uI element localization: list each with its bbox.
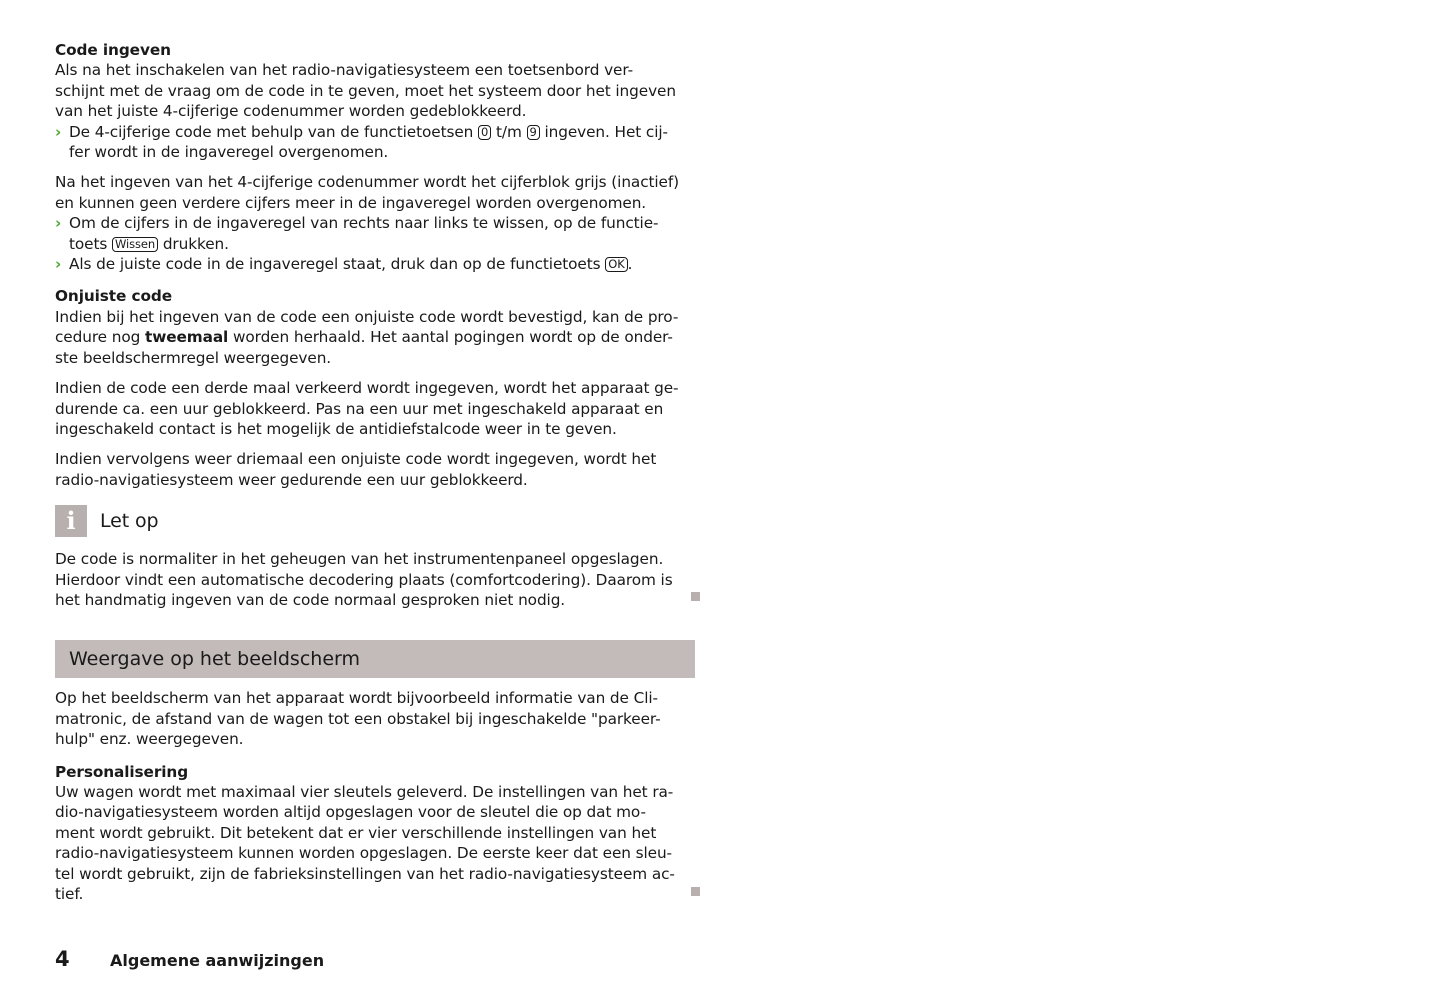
info-icon: i bbox=[55, 505, 87, 537]
para-line: radio-navigatiesysteem kunnen worden opgeslagen. De eerste keer dat een sleu- bbox=[55, 844, 672, 863]
para-line: tief. bbox=[55, 885, 84, 903]
step-delete-digits bbox=[55, 213, 695, 254]
step-confirm bbox=[55, 254, 695, 274]
para-line: cedure nog bbox=[55, 328, 145, 347]
wrong-code-heading: Onjuiste code bbox=[55, 287, 172, 306]
display-intro bbox=[55, 688, 695, 749]
personal-text bbox=[55, 782, 695, 904]
step-text: drukken. bbox=[158, 234, 229, 253]
step-text: ingeven. Het cij- bbox=[539, 122, 668, 141]
para-line: het handmatig ingeven van de code normaal gesproken niet nodig. bbox=[55, 590, 566, 609]
para-line: ste beeldschermregel weergegeven. bbox=[55, 348, 332, 367]
code-para-inactive bbox=[55, 172, 695, 213]
end-square-icon bbox=[691, 592, 700, 601]
para-line: Indien de code een derde maal verkeerd wordt ingegeven, wordt het apparaat ge- bbox=[55, 379, 679, 398]
note-title: Let op bbox=[100, 509, 159, 532]
key-wissen: Wissen bbox=[112, 237, 158, 252]
chevron-right-icon: › bbox=[55, 122, 62, 141]
page-number: 4 bbox=[55, 947, 70, 971]
para-line: Op het beeldscherm van het apparaat wordt bijvoorbeeld informatie van de Cli- bbox=[55, 689, 658, 708]
section-title-band bbox=[55, 640, 695, 678]
step-text: De 4-cijferige code met behulp van de functietoetsen bbox=[69, 122, 479, 141]
chevron-right-icon: › bbox=[55, 255, 62, 274]
para-line: radio-navigatiesysteem weer gedurende een uur geblokkeerd. bbox=[55, 470, 528, 489]
para-line: tel wordt gebruikt, zijn de fabrieksinstellingen van het radio-navigatiesysteem ac- bbox=[55, 864, 675, 883]
key-ok: OK bbox=[605, 257, 627, 272]
step-enter-code bbox=[55, 122, 695, 163]
para-line: dio-navigatiesysteem worden altijd opgeslagen voor de sleutel die op dat mo- bbox=[55, 803, 646, 822]
wrong-code-para-2 bbox=[55, 378, 695, 439]
key-0: 0 bbox=[478, 125, 491, 140]
para-line: ingeschakeld contact is het mogelijk de antidiefstalcode weer in te geven. bbox=[55, 419, 617, 438]
para-line: worden herhaald. Het aantal pogingen wordt op de onder- bbox=[228, 328, 673, 347]
emphasis: tweemaal bbox=[144, 328, 229, 347]
code-intro-line: van het juiste 4-cijferige codenummer worden gedeblokkeerd. bbox=[55, 102, 527, 121]
para-line: Indien bij het ingeven van de code een onjuiste code wordt bevestigd, kan de pro- bbox=[55, 307, 679, 326]
section-title: Weergave op het beeldscherm bbox=[69, 648, 360, 671]
para-line: hulp" enz. weergegeven. bbox=[55, 730, 244, 749]
note-header bbox=[55, 505, 695, 537]
para-line: Indien vervolgens weer driemaal een onjuiste code wordt ingegeven, wordt het bbox=[55, 450, 657, 469]
note-text bbox=[55, 549, 695, 610]
para-line: en kunnen geen verdere cijfers meer in de ingaveregel worden overgenomen. bbox=[55, 193, 647, 212]
code-heading: Code ingeven bbox=[55, 41, 171, 59]
step-text: . bbox=[627, 255, 633, 274]
step-text: t/m bbox=[491, 122, 527, 141]
key-9: 9 bbox=[527, 125, 540, 140]
code-intro-line: schijnt met de vraag om de code in te geven, moet het systeem door het ingeven bbox=[55, 81, 676, 100]
code-intro-line: Als na het inschakelen van het radio-navigatiesysteem een toetsenbord ver- bbox=[55, 61, 633, 80]
para-line: matronic, de afstand van de wagen tot een obstakel bij ingeschakelde "parkeer- bbox=[55, 709, 661, 728]
chapter-title: Algemene aanwijzingen bbox=[110, 951, 325, 970]
step-text: Als de juiste code in de ingaveregel staat, druk dan op de functietoets bbox=[69, 255, 606, 274]
wrong-code-para-1 bbox=[55, 307, 695, 368]
code-intro bbox=[55, 60, 695, 121]
step-text: Om de cijfers in de ingaveregel van rechts naar links te wissen, op de functie- bbox=[69, 214, 659, 233]
step-text: toets bbox=[69, 234, 112, 253]
para-line: ment wordt gebruikt. Dit betekent dat er vier verschillende instellingen van het bbox=[55, 823, 657, 842]
page-column bbox=[55, 40, 695, 914]
para-line: Uw wagen wordt met maximaal vier sleutels geleverd. De instellingen van het ra- bbox=[55, 782, 674, 801]
para-line: Na het ingeven van het 4-cijferige codenummer wordt het cijferblok grijs (inactief) bbox=[55, 173, 680, 192]
step-text: fer wordt in de ingaveregel overgenomen. bbox=[69, 143, 389, 162]
para-line: Hierdoor vindt een automatische decodering plaats (comfortcodering). Daarom is bbox=[55, 570, 673, 589]
wrong-code-para-3 bbox=[55, 449, 695, 490]
para-line: De code is normaliter in het geheugen van het instrumentenpaneel opgeslagen. bbox=[55, 550, 664, 569]
chevron-right-icon: › bbox=[55, 214, 62, 233]
para-line: durende ca. een uur geblokkeerd. Pas na een uur met ingeschakeld apparaat en bbox=[55, 399, 664, 418]
personal-heading: Personalisering bbox=[55, 762, 189, 781]
end-square-icon bbox=[691, 887, 700, 896]
